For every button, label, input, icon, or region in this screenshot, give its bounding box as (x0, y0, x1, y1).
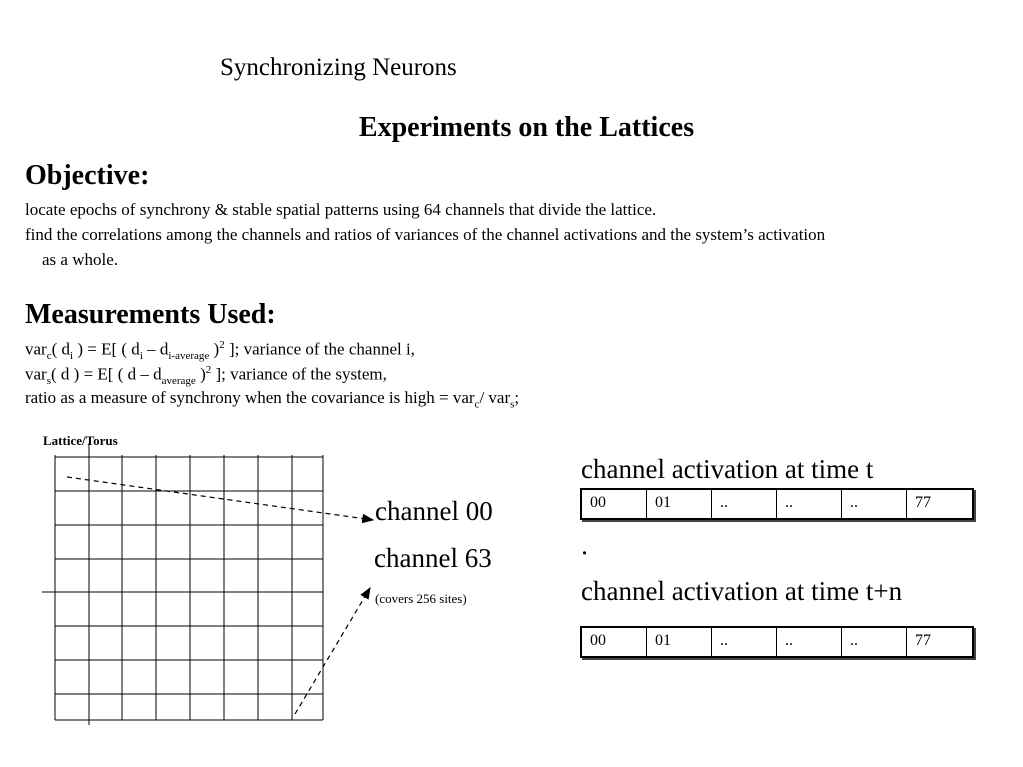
activation-time-t-label: channel activation at time t (581, 454, 874, 484)
channel-cell: 01 (647, 490, 712, 518)
channel-cell: 00 (582, 490, 647, 518)
arrow-to-channel-00 (67, 477, 373, 520)
slide-title: Experiments on the Lattices (358, 112, 695, 143)
activation-time-tn-label: channel activation at time t+n (581, 576, 903, 606)
channel-cell: 77 (915, 632, 931, 649)
measurements-heading: Measurements Used: (25, 299, 276, 330)
lattice-label: Lattice/Torus (43, 433, 118, 448)
channel-cell: .. (842, 628, 907, 656)
channel-cell: .. (777, 490, 842, 518)
channel-cell: 01 (647, 628, 712, 656)
channel-cell: .. (712, 490, 777, 518)
arrow-to-channel-63 (295, 588, 370, 714)
objective-line-2-cont: as a whole. (42, 250, 119, 269)
channel-63-label: channel 63 (374, 543, 492, 573)
slide-header: Synchronizing Neurons (220, 54, 457, 81)
equation-channel-variance: var$_c$( $d_i$ ) = E[ ( $d_i - d_{i-average}$ )$^2$ ]; variance of the channel i, (25, 339, 415, 363)
channel-cell: 00 (582, 628, 647, 656)
channel-00-label: channel 00 (375, 496, 493, 526)
channel-cell: .. (777, 628, 842, 656)
objective-heading: Objective: (25, 160, 150, 191)
objective-line-2: find the correlations among the channels and ratios of variances of the channel activations and the system’s activation (25, 225, 826, 244)
channel-cell: .. (842, 490, 907, 518)
channel-cell: .. (712, 628, 777, 656)
ellipsis-dot: · (580, 538, 589, 568)
activation-row-t (580, 488, 974, 520)
objective-line-1: locate epochs of synchrony & stable spatial patterns using 64 channels that divide the lattice. (25, 200, 657, 219)
channel-cell: 77 (915, 494, 931, 511)
equation-ratio: ratio as a measure of synchrony when the covariance is high = var$_c$/ var$_s$; (25, 388, 520, 411)
equation-system-variance: var$_s$( d ) = E[ ( d – $d_{average}$ )$^2$ ]; variance of the system, (25, 364, 387, 388)
lattice-grid (42, 443, 323, 725)
activation-row-tn (580, 626, 974, 658)
covers-note: (covers 256 sites) (375, 591, 467, 606)
